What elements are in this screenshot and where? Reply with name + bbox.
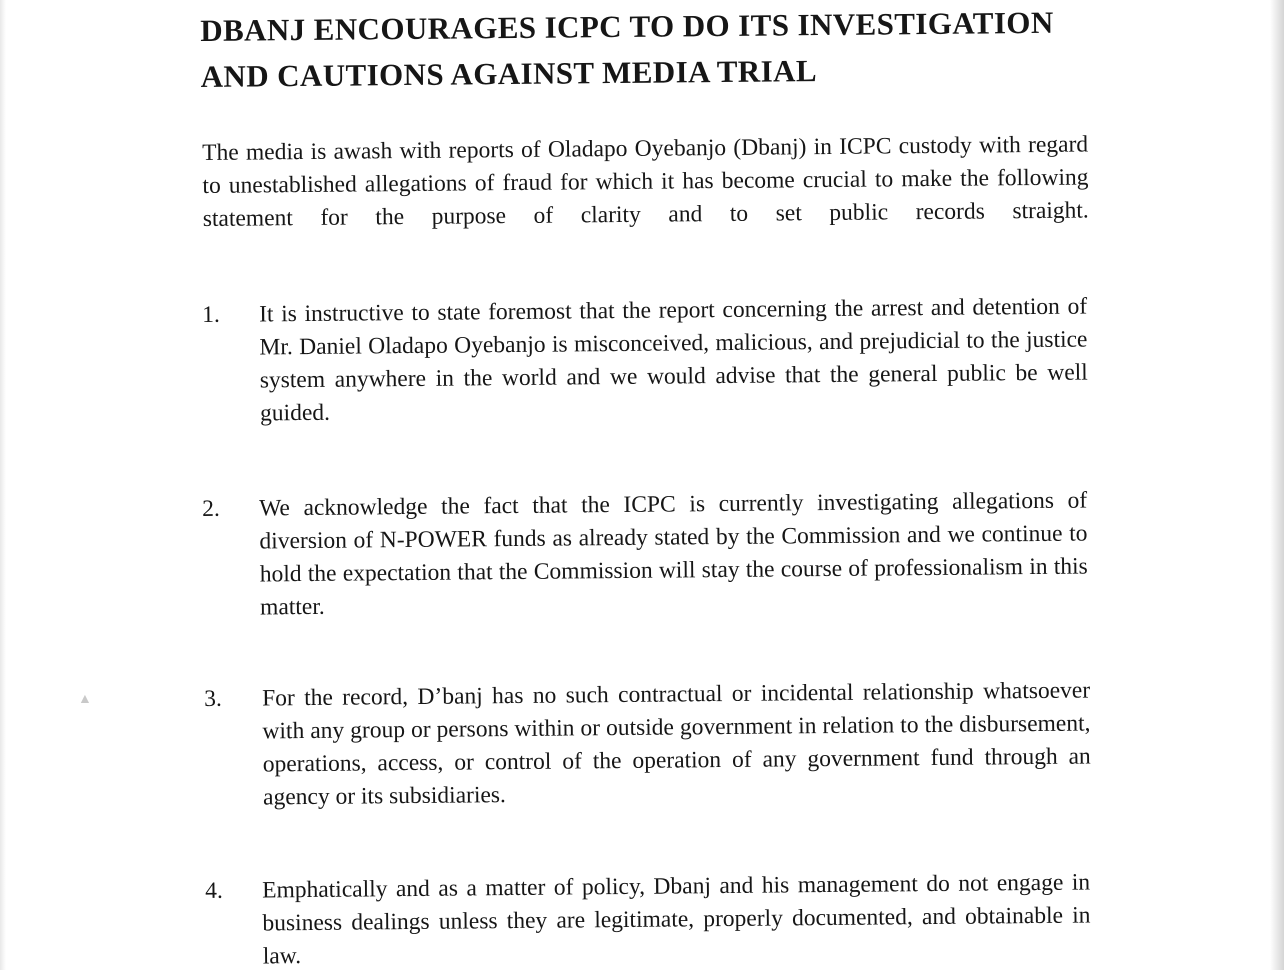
- paragraph-number: 2.: [202, 495, 220, 522]
- page-edge-left: [0, 0, 6, 970]
- title-line-2: AND CAUTIONS AGAINST MEDIA TRIAL: [200, 53, 818, 94]
- paragraph-number: 3.: [204, 685, 222, 712]
- numbered-paragraph-1: [202, 290, 1088, 427]
- numbered-paragraph-4: [205, 866, 1091, 970]
- numbered-paragraph-3: [204, 674, 1091, 811]
- paragraph-number: 4.: [205, 877, 223, 904]
- paragraph-text: Emphatically and as a matter of policy, Dbanj and his management do not engage in business dealings unless they are legitimate, properly documented, and obtainable in law.: [262, 869, 1091, 970]
- page-edge-right: [1270, 0, 1284, 970]
- numbered-paragraph-2: [202, 484, 1088, 621]
- intro-paragraph: The media is awash with reports of Oladapo Oyebanjo (Dbanj) in ICPC custody with regard to unestablished allegations of fraud for which it has become crucial to make the following statement for the purpose of clarity and to set public records straight.: [202, 131, 1089, 232]
- scan-artifact: ▲: [78, 690, 92, 706]
- paragraph-text: For the record, D’banj has no such contractual or incidental relationship whatsoever with any group or persons within or outside government in relation to the disbursement, operations, access, or control of the operation of any government fund through an agency or its subsidiaries.: [262, 677, 1091, 811]
- paragraph-text: We acknowledge the fact that the ICPC is currently investigating allegations of diversion of N-POWER funds as already stated by the Commission and we continue to hold the expectation that the Commission will stay the course of professionalism in this matter.: [259, 487, 1088, 621]
- title-line-1: DBANJ ENCOURAGES ICPC TO DO ITS INVESTIGATION: [200, 4, 1054, 48]
- document-title: [200, 0, 1101, 100]
- paragraph-number: 1.: [202, 301, 220, 328]
- paragraph-text: It is instructive to state foremost that the report concerning the arrest and detention of Mr. Daniel Oladapo Oyebanjo is misconceived, malicious, and prejudicial to the justice system anywhere in the world and we would advise that the general public be well guided.: [259, 293, 1088, 427]
